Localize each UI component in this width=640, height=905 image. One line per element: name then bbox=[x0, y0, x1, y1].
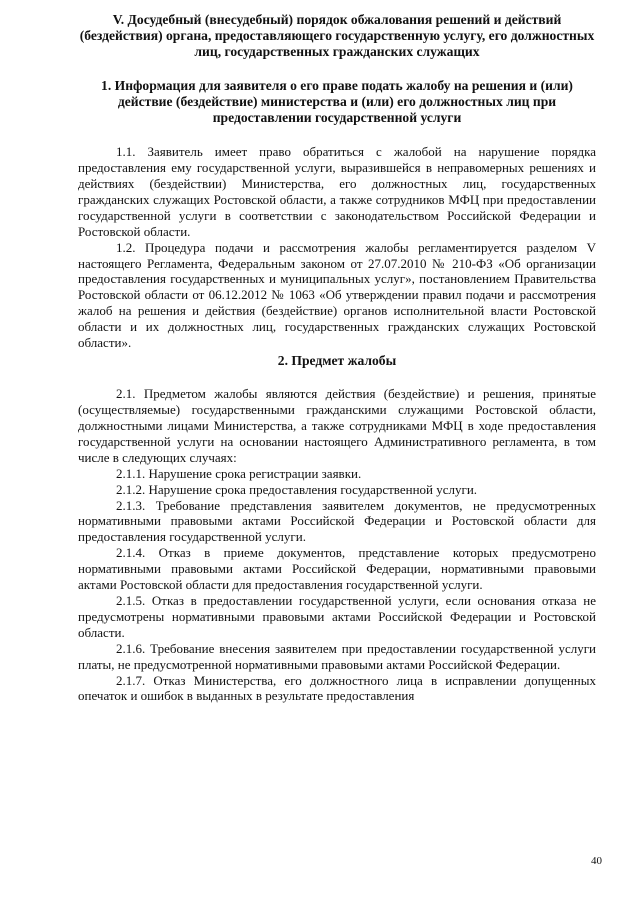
section-title: V. Досудебный (внесудебный) порядок обжалования решений и действий (бездействия) органа, предоставляющего государственную услугу, его должностных лиц, государственных гражданских служащих bbox=[79, 12, 595, 60]
paragraph-2-1-5: 2.1.5. Отказ в предоставлении государственной услуги, если основания отказа не предусмотрены нормативными правовыми актами Российской Федерации и Ростовской области. bbox=[78, 592, 596, 640]
document-page bbox=[78, 8, 596, 704]
paragraph-2-1-1: 2.1.1. Нарушение срока регистрации заявки. bbox=[116, 465, 362, 481]
paragraph-1-2: 1.2. Процедура подачи и рассмотрения жалобы регламентируется разделом V настоящего Регламента, Федеральным законом от 27.07.2010 № 210-ФЗ «Об организации предоставления государственных и муниципальных услуг», постановлением Правительства Ростовской области от 06.12.2012 № 1063 «Об утверждении правил подачи и рассмотрения жалоб на решения и действия (бездействие) органов исполнительной власти Ростовской области и их должностных лиц, государственных гражданских служащих Ростовской области». bbox=[78, 239, 596, 351]
paragraph-1-1: 1.1. Заявитель имеет право обратиться с жалобой на нарушение порядка предоставления ему государственной услуги, выразившейся в неправомерных решениях и действиях (бездействии) Министерства, его должностных лиц, государственных гражданских служащих Ростовской области, а также сотрудников МФЦ при предоставлении государственной услуги в соответствии с законодательством Российской Федерации и Ростовской области. bbox=[78, 144, 596, 239]
subsection-2-title: 2. Предмет жалобы bbox=[277, 353, 397, 368]
paragraph-2-1-3: 2.1.3. Требование представления заявителем документов, не предусмотренных нормативными правовыми актами Российской Федерации и Ростовской области для предоставления государственной услуги. bbox=[78, 497, 596, 545]
page-number: 40 bbox=[591, 855, 602, 867]
subsection-1-title: 1. Информация для заявителя о его праве подать жалобу на решения и (или) действие (бездействие) министерства и (или) его должностных лиц при предоставлении государственной услуги bbox=[101, 77, 573, 126]
paragraph-2-1-7: 2.1.7. Отказ Министерства, его должностного лица в исправлении допущенных опечаток и ошибок в выданных в результате предоставления bbox=[78, 672, 596, 704]
paragraph-2-1-2: 2.1.2. Нарушение срока предоставления государственной услуги. bbox=[116, 481, 478, 497]
paragraph-2-1-4: 2.1.4. Отказ в приеме документов, представление которых предусмотрено нормативными правовыми актами Российской Федерации, нормативными правовыми актами Ростовской области для предоставления государственной услуги. bbox=[78, 545, 596, 593]
paragraph-2-1: 2.1. Предметом жалобы являются действия (бездействие) и решения, принятые (осуществляемые) государственными гражданскими служащими Ростовской области, должностными лицами Министерства, а также сотрудниками МФЦ в ходе предоставления государственной услуги на основании настоящего Административного регламента, в том числе в следующих случаях: bbox=[78, 386, 596, 465]
paragraph-2-1-6: 2.1.6. Требование внесения заявителем при предоставлении государственной услуги платы, не предусмотренной нормативными правовыми актами Российской Федерации. bbox=[78, 640, 596, 672]
